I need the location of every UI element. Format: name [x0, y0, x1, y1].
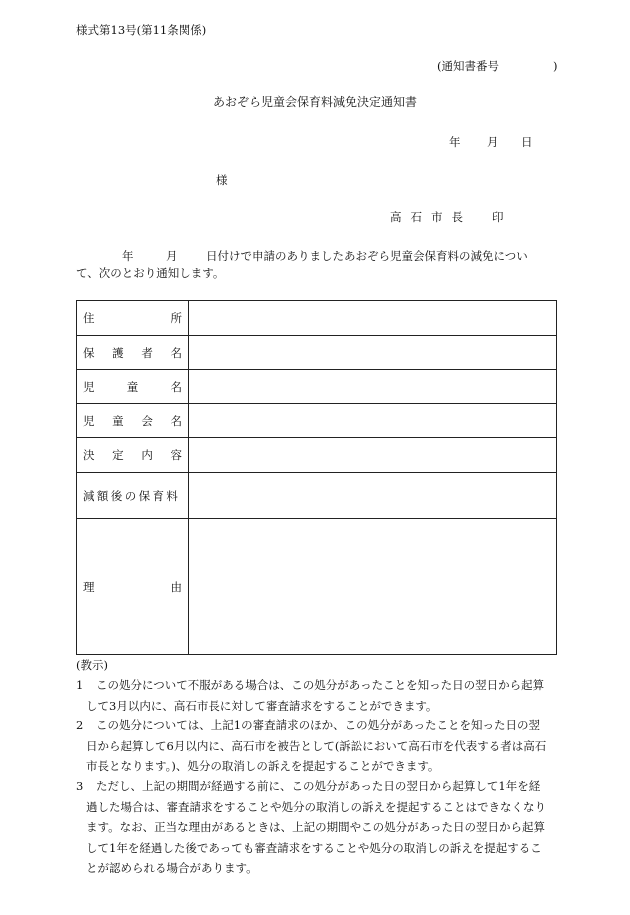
value-guardian-name[interactable] — [189, 336, 557, 370]
issue-date — [449, 134, 533, 150]
table-row — [77, 438, 557, 473]
intro-month-label: 月 — [166, 249, 178, 263]
intro-line-1 — [122, 248, 528, 264]
label-club-name: 児 童 会 名 — [77, 404, 189, 438]
label-fee-after-reduction: 減額後の保育料 — [77, 473, 189, 519]
note-number: 2 — [76, 718, 84, 732]
value-fee-after-reduction[interactable] — [189, 473, 557, 519]
form-number: 様式第13号(第11条関係) — [76, 23, 207, 37]
note-number: 1 — [76, 678, 84, 692]
note-number: 3 — [76, 779, 84, 793]
document-title: あおぞら児童会保育料減免決定通知書 — [212, 95, 417, 109]
table-row — [77, 519, 557, 655]
issuer-char: 市 — [431, 210, 444, 224]
date-year-label: 年 — [449, 135, 461, 149]
seal-mark: 印 — [492, 210, 505, 224]
table-row — [77, 370, 557, 404]
label-reason: 理 由 — [77, 519, 189, 655]
table-row — [77, 301, 557, 336]
table-row — [77, 336, 557, 370]
notice-number — [437, 58, 558, 74]
label-guardian-name: 保 護 者 名 — [77, 336, 189, 370]
value-reason[interactable] — [189, 519, 557, 655]
note-1: 1 この処分について不服がある場合は、この処分があったことを知った日の翌日から起算 して3月以内に、高石市長に対して審査請求をすることができます。 — [76, 675, 562, 716]
note-3: 3 ただし、上記の期間が経過する前に、この処分があった日の翌日から起算して1年を経 過した場合は、審査請求をすることや処分の取消しの訴えを提起することはできなくなり ます。なお、正当な理由があるときは、上記の期間やこの処分があった日の翌日から起算 して1年を経過した後であっても審査請求をすることや処分の取消しの訴えを提起するこ とが認められる場合があります。 — [76, 776, 562, 879]
value-decision[interactable] — [189, 438, 557, 473]
notice-table — [76, 300, 557, 655]
note-2: 2 この処分については、上記1の審査請求のほか、この処分があったことを知った日の翌 日から起算して6月以内に、高石市を被告として(訴訟において高石市を代表する者は高石 市長となります。)、処分の取消しの訴えを提起することができます。 — [76, 715, 562, 777]
issuer — [390, 209, 505, 225]
value-club-name[interactable] — [189, 404, 557, 438]
table-row — [77, 404, 557, 438]
issuer-char: 石 — [410, 210, 423, 224]
notice-number-open: (通知書番号 — [437, 59, 499, 73]
value-child-name[interactable] — [189, 370, 557, 404]
issuer-char: 高 — [390, 210, 403, 224]
label-address: 住 所 — [77, 301, 189, 336]
addressee-suffix: 様 — [216, 173, 228, 187]
intro-year-label: 年 — [122, 249, 134, 263]
value-address[interactable] — [189, 301, 557, 336]
table-row — [77, 473, 557, 519]
issuer-char: 長 — [451, 210, 464, 224]
notice-number-close: ) — [553, 59, 558, 73]
notes-heading: (教示) — [76, 658, 108, 672]
label-decision: 決 定 内 容 — [77, 438, 189, 473]
intro-line-2: て、次のとおり通知します。 — [76, 266, 225, 280]
intro-text: 日付けで申請のありましたあおぞら児童会保育料の減免につい — [206, 249, 528, 263]
date-month-label: 月 — [487, 135, 499, 149]
label-child-name: 児 童 名 — [77, 370, 189, 404]
date-day-label: 日 — [521, 135, 533, 149]
